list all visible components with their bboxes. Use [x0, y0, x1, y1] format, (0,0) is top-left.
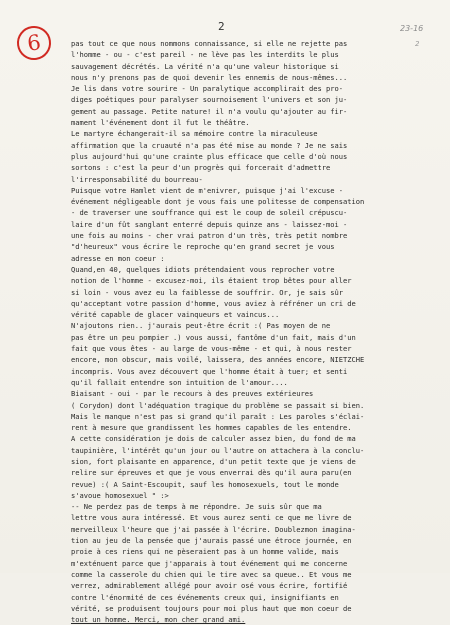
text-line: Mais le manque n'est pas si grand qu'il paraît : Les paroles s'éclai- — [71, 411, 365, 421]
text-line: contre l'énormité de ces événements creux qui, insignifiants en — [71, 592, 339, 602]
text-line: relire sur épreuves et que je vous enverrai dès qu'il aura paru(en — [71, 468, 352, 478]
text-line: encore, mon obscur, mais voilé, laissera, des années encore, NIETZCHE — [71, 355, 365, 365]
circled-page-marker: 6 — [15, 24, 53, 62]
text-line: -- Ne perdez pas de temps à me répondre. Je suis sûr que ma — [71, 502, 322, 512]
text-line: proie à ces riens qui ne pèseraient pas à un homme valide, mais — [71, 547, 339, 557]
text-line: sion, fort plaisante en apparence, d'un petit texte que je viens de — [71, 456, 356, 466]
text-line: qu'acceptant votre passion d'homme, vous aviez à réfréner un cri de — [71, 298, 356, 308]
text-line: revue) :( A Saint-Escoupit, sauf les homosexuels, tout le monde — [71, 479, 339, 489]
text-line: gement au passage. Petite nature! il n'a voulu qu'ajouter au fir- — [71, 106, 348, 116]
text-line: comme la casserole du chien qui le tire avec sa queue.. Et vous me — [71, 569, 352, 579]
text-line: adresse en mon coeur : — [71, 253, 165, 263]
text-line: ( Corydon) dont l'adéquation tragique du problème se passait si bien. — [71, 400, 365, 410]
text-line: vérité capable de glacer vainqueurs et vaincus... — [71, 310, 280, 320]
text-line: N'ajoutons rien.. j'aurais peut-être écrit :( Pas moyen de ne — [71, 321, 331, 331]
text-line: - de traverser une souffrance qui est le coup de soleil crépuscu- — [71, 208, 348, 218]
text-line-underlined: tout un homme. Merci, mon cher grand ami. — [71, 615, 246, 625]
letter-body — [71, 38, 431, 625]
text-line: incompris. Vous avez découvert que l'homme était à tuer; et senti — [71, 366, 348, 376]
text-line: une fois au moins - cher vrai patron d'un très, très petit nombre — [71, 231, 348, 241]
text-line: A cette considération je dois de calculer assez bien, du fond de ma — [71, 434, 356, 444]
text-line: laire d'un fût sanglant enterré depuis quinze ans - laissez-moi - — [71, 219, 348, 229]
text-line: pas tout ce que nous nommons connaissance, si elle ne rejette pas — [71, 39, 348, 48]
text-line: sauvagement décrétés. La vérité n'a qu'une valeur historique si — [71, 61, 339, 71]
archive-reference: 23-16 — [400, 24, 424, 33]
text-line: nous n'y prenons pas de quoi devenir les ennemis de nous-mêmes... — [71, 72, 348, 82]
text-line: événement négligeable dont je vous fais une politesse de compensation — [71, 197, 365, 207]
text-line: plus aujourd'hui qu'une crainte plus efficace que celle d'où nous — [71, 151, 348, 161]
archive-subreference: 2 — [415, 40, 420, 48]
text-line: l'homme - ou - c'est pareil - ne lève pas les interdits le plus — [71, 50, 339, 60]
text-line: merveilleux l'heure que j'ai passée à l'écrire. Doublezmon imagina- — [71, 524, 356, 534]
text-line: pas être un peu pompier .) vous aussi, fantôme d'un fait, mais d'un — [71, 332, 356, 342]
text-line: Le martyre échangerait-il sa mémoire contre la miraculeuse — [71, 129, 318, 139]
page-number: 2 — [218, 20, 225, 33]
text-line: fait que vous êtes - au large de vous-même - et qui, à nous rester — [71, 344, 352, 354]
text-line: tion au jeu de la pensée que j'aurais passé une étroce journée, en — [71, 536, 352, 546]
text-line: verrez, admirablement allégé pour avoir osé vous écrire, fortifié — [71, 581, 348, 591]
text-line: mament l'événement dont il fut le théâtre. — [71, 118, 250, 128]
text-line: affirmation que la cruauté n'a pas été mise au monde ? Je ne sais — [71, 140, 348, 150]
text-line: Je lis dans votre sourire - Un paralytique accomplirait des pro- — [71, 84, 344, 94]
text-line: lettre vous aura intéressé. Et vous aurez senti ce que me livre de — [71, 513, 352, 523]
text-line: Biaisant - oui - par le recours à des preuves extérieures — [71, 389, 314, 399]
text-line: "d'heureux" vous écrire le reproche qu'en grand secret je vous — [71, 242, 335, 252]
text-line: si loin - vous avez eu la faiblesse de souffrir. Or, je sais sûr — [71, 287, 344, 297]
text-line: qu'il fallait entendre son intuition de l'amour.... — [71, 377, 288, 387]
text-line: s'avoue homosexuel " :> — [71, 490, 169, 500]
text-line: Puisque votre Hamlet vient de m'enivrer, puisque j'ai l'excuse - — [71, 185, 344, 195]
text-line: rent à mesure que grandissent les hommes capables de les entendre. — [71, 423, 352, 433]
text-line: notion de l'homme - excusez-moi, ils étaient trop bêtes pour aller — [71, 276, 352, 286]
text-line: vérité, se produisent toujours pour moi plus haut que mon coeur de — [71, 603, 352, 613]
text-line: sortons : c'est la peur d'un progrès qui forcerait d'admettre — [71, 163, 331, 173]
text-line: l'irresponsabilité du bourreau- — [71, 174, 203, 184]
text-line: Quand,en 40, quelques idiots prétendaient vous reprocher votre — [71, 264, 335, 274]
text-line: diges poétiques pour paralyser sournoisement l'univers et son ju- — [71, 95, 348, 105]
text-line: m'exténuent parce que j'apparais à tout événement qui me concerne — [71, 558, 348, 568]
text-line: taupinière, l'intérêt qu'un jour ou l'autre on attachera à la conclu- — [71, 445, 365, 455]
